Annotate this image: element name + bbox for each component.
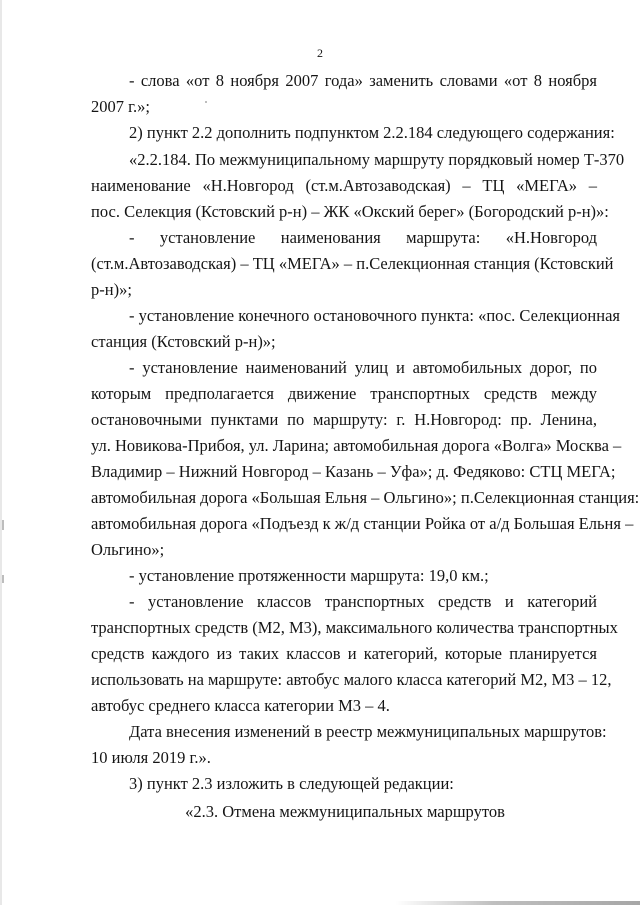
text-line: Ольгино»; xyxy=(91,540,165,559)
scan-speck xyxy=(2,520,4,530)
text-line: ул. Новикова-Прибоя, ул. Ларина; автомобильная дорога «Волга» Москва – xyxy=(91,436,622,455)
text-line: автобус среднего класса категории М3 – 4. xyxy=(91,696,390,715)
scan-bottom-smudge xyxy=(395,901,640,905)
section-heading: «2.3. Отмена межмуниципальных маршрутов xyxy=(185,802,505,821)
text-line: пос. Селекция (Кстовский р-н) – ЖК «Окский берег» (Богородский р-н)»: xyxy=(91,202,609,221)
text-line: станция (Кстовский р-н)»; xyxy=(91,332,276,351)
text-line: - установление наименования маршрута: «Н.Новгород xyxy=(129,228,597,247)
text-line: 2) пункт 2.2 дополнить подпунктом 2.2.184 следующего содержания: xyxy=(129,123,615,142)
text-line: транспортных средств (М2, М3), максимального количества транспортных xyxy=(91,618,618,637)
text-line: - слова «от 8 ноября 2007 года» заменить словами «от 8 ноября xyxy=(129,71,597,90)
text-line: - установление протяженности маршрута: 19,0 км.; xyxy=(129,566,489,585)
text-line: 10 июля 2019 г.». xyxy=(91,748,211,767)
scan-speck xyxy=(2,575,4,583)
text-line: наименование «Н.Новгород (ст.м.Автозаводская) – ТЦ «МЕГА» – xyxy=(91,176,597,195)
text-line: Дата внесения изменений в реестр межмуниципальных маршрутов: xyxy=(129,722,607,741)
text-line: использовать на маршруте: автобус малого класса категорий М2, М3 – 12, xyxy=(91,670,612,689)
page-number: 2 xyxy=(317,46,323,60)
text-line: Владимир – Нижний Новгород – Казань – Уфа»; д. Федяково: СТЦ МЕГА; xyxy=(91,462,616,481)
text-line: - установление наименований улиц и автомобильных дорог, по xyxy=(129,358,597,377)
text-line: 3) пункт 2.3 изложить в следующей редакции: xyxy=(129,774,454,793)
text-line: - установление конечного остановочного пункта: «пос. Селекционная xyxy=(129,306,620,325)
scan-edge-shadow xyxy=(0,0,2,905)
scan-speck xyxy=(205,101,207,103)
text-line: остановочными пунктами по маршруту: г. Н.Новгород: пр. Ленина, xyxy=(91,410,597,429)
text-line: средств каждого из таких классов и категорий, которые планируется xyxy=(91,644,597,663)
text-line: 2007 г.»; xyxy=(91,97,150,116)
text-line: (ст.м.Автозаводская) – ТЦ «МЕГА» – п.Селекционная станция (Кстовский xyxy=(91,254,614,273)
text-line: р-н)»; xyxy=(91,280,132,299)
text-line: «2.2.184. По межмуниципальному маршруту порядковый номер Т-370 xyxy=(129,150,625,169)
text-line: автомобильная дорога «Большая Ельня – Ольгино»; п.Селекционная станция: xyxy=(91,488,640,507)
text-line: которым предполагается движение транспортных средств между xyxy=(91,384,597,403)
text-line: - установление классов транспортных средств и категорий xyxy=(129,592,597,611)
text-line: автомобильная дорога «Подъезд к ж/д станции Ройка от а/д Большая Ельня – xyxy=(91,514,634,533)
